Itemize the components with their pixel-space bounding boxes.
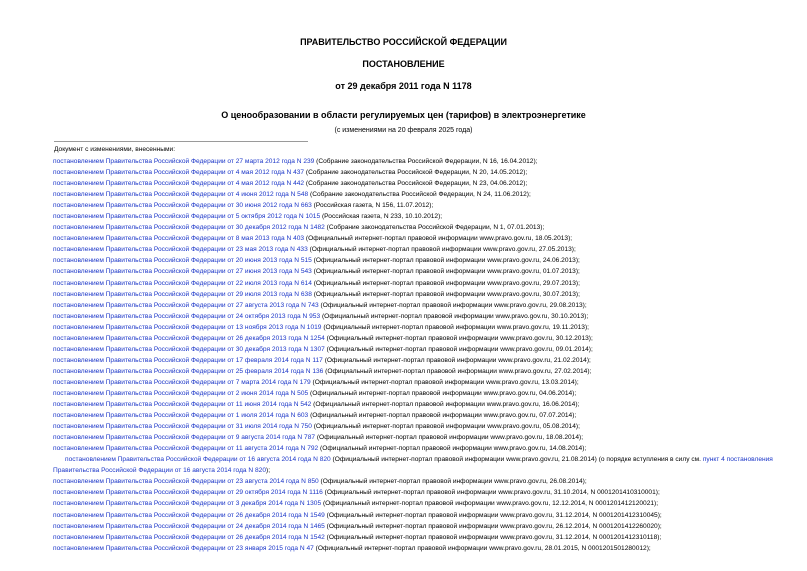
amendment-link[interactable]: постановлением Правительства Российской Федерации от 25 февраля 2014 года N 136 (53, 367, 324, 375)
amendment-link[interactable]: постановлением Правительства Российской Федерации от 26 декабря 2014 года N 1549 (53, 511, 325, 519)
amendment-item (53, 189, 803, 200)
amendment-item (53, 388, 803, 399)
effective-date-link[interactable]: пункт 4 постановления Правительства Российской Федерации от 16 августа 2014 года N 820 (53, 456, 773, 475)
amendment-source: (Официальный интернет-портал правовой информации www.pravo.gov.ru, 24.06.2013); (311, 257, 580, 265)
divider-rule (54, 141, 308, 142)
amendment-link[interactable]: постановлением Правительства Российской Федерации от 29 октября 2014 года N 1116 (53, 489, 323, 497)
amendment-item (53, 300, 803, 311)
amendment-source: (Официальный интернет-портал правовой информации www.pravo.gov.ru, 31.12.2014, N 0001201412310118); (324, 533, 662, 541)
amendment-source: (Российская газета, N 156, 11.07.2012); (311, 202, 434, 210)
amendment-source: (Официальный интернет-портал правовой информации www.pravo.gov.ru, 29.07.2013); (311, 279, 580, 287)
amendment-source: (Официальный интернет-портал правовой информации www.pravo.gov.ru, 16.06.2014); (311, 401, 580, 409)
amendment-link[interactable]: постановлением Правительства Российской Федерации от 30 декабря 2012 года N 1482 (53, 224, 325, 232)
amendment-source: (Собрание законодательства Российской Федерации, N 16, 16.04.2012); (314, 158, 538, 165)
amendment-item (53, 211, 803, 222)
amendment-source: (Собрание законодательства Российской Федерации, N 20, 14.05.2012); (304, 169, 528, 177)
amendment-item (53, 521, 803, 532)
amendment-source: (Официальный интернет-портал правовой информации www.pravo.gov.ru, 27.05.2013); (307, 246, 576, 254)
amendment-item (53, 399, 803, 410)
amendment-item (53, 222, 803, 233)
amendment-item (53, 377, 803, 388)
amendment-item (41, 454, 803, 476)
amendment-link[interactable]: постановлением Правительства Российской Федерации от 23 января 2015 года N 47 (53, 544, 314, 552)
amendment-tail: ); (266, 467, 271, 475)
amendment-link[interactable]: постановлением Правительства Российской Федерации от 1 июля 2014 года N 603 (53, 412, 309, 420)
amendment-item (53, 498, 803, 509)
amendment-item (53, 432, 803, 443)
amendment-link[interactable]: постановлением Правительства Российской Федерации от 27 августа 2013 года N 743 (53, 301, 319, 309)
amendment-source: (Официальный интернет-портал правовой информации www.pravo.gov.ru, 31.10.2014, N 0001201410310001); (322, 489, 660, 497)
amendment-source: (Официальный интернет-портал правовой информации www.pravo.gov.ru, 26.08.2014); (318, 478, 587, 486)
amendment-link[interactable]: постановлением Правительства Российской Федерации от 17 февраля 2014 года N 117 (53, 356, 323, 364)
amendment-item (53, 244, 803, 255)
amendment-link[interactable]: постановлением Правительства Российской Федерации от 24 декабря 2014 года N 1465 (53, 522, 325, 530)
amendment-source: (Официальный интернет-портал правовой информации www.pravo.gov.ru, 19.11.2013); (321, 323, 590, 331)
amendment-link[interactable]: постановлением Правительства Российской Федерации от 30 декабря 2013 года N 1307 (53, 345, 325, 353)
amendment-source: (Официальный интернет-портал правовой информации www.pravo.gov.ru, 09.01.2014); (324, 345, 593, 353)
amendment-item (53, 543, 803, 554)
amendment-source: (Собрание законодательства Российской Федерации, N 1, 07.01.2013); (324, 224, 545, 232)
amendment-item (53, 278, 803, 289)
amendment-link[interactable]: постановлением Правительства Российской Федерации от 27 марта 2012 года N 239 (53, 158, 315, 165)
amendment-item (53, 200, 803, 211)
amendment-source: (Официальный интернет-портал правовой информации www.pravo.gov.ru, 30.07.2013); (311, 290, 580, 298)
amendment-item (53, 510, 803, 521)
amendment-item (53, 333, 803, 344)
amendment-source: (Российская газета, N 233, 10.10.2012); (320, 213, 443, 221)
amendment-link[interactable]: постановлением Правительства Российской Федерации от 26 декабря 2013 года N 1254 (53, 334, 325, 342)
amendment-source: (Официальный интернет-портал правовой информации www.pravo.gov.ru, 05.08.2014); (311, 423, 580, 431)
amendment-item (53, 289, 803, 300)
amendment-source: (Официальный интернет-портал правовой информации www.pravo.gov.ru, 21.08.2014) (о порядке вступления в силу см. (330, 456, 703, 464)
amendment-item (53, 410, 803, 421)
amendment-item (53, 532, 803, 543)
document-title: О ценообразовании в области регулируемых цен (тарифов) в электроэнергетике (221, 110, 586, 120)
revision-subtitle: (с изменениями на 20 февраля 2025 года) (334, 127, 473, 134)
amendment-link[interactable]: постановлением Правительства Российской Федерации от 3 декабря 2014 года N 1305 (53, 500, 322, 508)
amendments-intro: Документ с изменениями, внесенными: (54, 146, 176, 153)
authority-heading: ПРАВИТЕЛЬСТВО РОССИЙСКОЙ ФЕДЕРАЦИИ (300, 37, 507, 47)
amendment-source: (Официальный интернет-портал правовой информации www.pravo.gov.ru, 13.03.2014); (310, 378, 579, 386)
amendment-item (53, 421, 803, 432)
doc-type-heading: ПОСТАНОВЛЕНИЕ (362, 59, 445, 69)
amendment-item (53, 156, 803, 167)
amendment-link[interactable]: постановлением Правительства Российской Федерации от 4 июня 2012 года N 548 (53, 191, 309, 199)
amendment-item (53, 266, 803, 277)
amendment-link[interactable]: постановлением Правительства Российской Федерации от 23 мая 2013 года N 433 (53, 246, 308, 254)
amendment-source: (Официальный интернет-портал правовой информации www.pravo.gov.ru, 26.12.2014, N 0001201412260020); (324, 522, 662, 530)
amendment-link[interactable]: постановлением Правительства Российской Федерации от 30 июня 2012 года N 663 (53, 202, 312, 210)
amendment-item (53, 443, 803, 454)
amendment-item (53, 366, 803, 377)
amendment-link[interactable]: постановлением Правительства Российской Федерации от 11 июня 2014 года N 542 (53, 401, 312, 409)
amendment-link[interactable]: постановлением Правительства Российской Федерации от 27 июня 2013 года N 543 (53, 268, 312, 276)
amendment-item (53, 476, 803, 487)
amendment-item (53, 255, 803, 266)
amendment-link[interactable]: постановлением Правительства Российской Федерации от 2 июня 2014 года N 505 (53, 389, 309, 397)
amendment-item (53, 167, 803, 178)
amendment-source: (Официальный интернет-портал правовой информации www.pravo.gov.ru, 29.08.2013); (318, 301, 587, 309)
amendment-link[interactable]: постановлением Правительства Российской Федерации от 9 августа 2014 года N 787 (53, 434, 316, 442)
amendment-item (53, 322, 803, 333)
amendment-link[interactable]: постановлением Правительства Российской Федерации от 31 июля 2014 года N 750 (53, 423, 312, 431)
amendment-source: (Официальный интернет-портал правовой информации www.pravo.gov.ru, 14.08.2014); (318, 445, 587, 453)
amendment-link[interactable]: постановлением Правительства Российской Федерации от 22 июля 2013 года N 614 (53, 279, 312, 287)
amendment-link[interactable]: постановлением Правительства Российской Федерации от 7 марта 2014 года N 179 (53, 378, 311, 386)
amendment-source: (Официальный интернет-портал правовой информации www.pravo.gov.ru, 04.06.2014); (308, 389, 577, 397)
amendment-link[interactable]: постановлением Правительства Российской Федерации от 16 августа 2014 года N 820 (65, 456, 331, 464)
amendment-link[interactable]: постановлением Правительства Российской Федерации от 5 октября 2012 года N 1015 (53, 213, 321, 221)
amendment-source: (Официальный интернет-портал правовой информации www.pravo.gov.ru, 30.10.2013); (320, 312, 589, 320)
amendment-item (53, 355, 803, 366)
amendment-source: (Собрание законодательства Российской Федерации, N 23, 04.06.2012); (304, 180, 528, 188)
amendment-item (53, 233, 803, 244)
amendment-source: (Официальный интернет-портал правовой информации www.pravo.gov.ru, 18.05.2013); (304, 235, 573, 243)
date-number-heading: от 29 декабря 2011 года N 1178 (335, 81, 472, 91)
amendment-source: (Официальный интернет-портал правовой информации www.pravo.gov.ru, 21.02.2014); (322, 356, 591, 364)
amendment-link[interactable]: постановлением Правительства Российской Федерации от 11 августа 2014 года N 792 (53, 445, 319, 453)
amendment-source: (Официальный интернет-портал правовой информации www.pravo.gov.ru, 18.08.2014); (315, 434, 584, 442)
amendment-item (53, 311, 803, 322)
amendment-source: (Официальный интернет-портал правовой информации www.pravo.gov.ru, 12.12.2014, N 0001201412120021); (321, 500, 659, 508)
amendment-link[interactable]: постановлением Правительства Российской Федерации от 26 декабря 2014 года N 1542 (53, 533, 325, 541)
amendment-source: (Официальный интернет-портал правовой информации www.pravo.gov.ru, 27.02.2014); (323, 367, 592, 375)
amendment-link[interactable]: постановлением Правительства Российской Федерации от 4 мая 2012 года N 437 (53, 169, 305, 177)
amendments-list (53, 156, 803, 554)
amendment-link[interactable]: постановлением Правительства Российской Федерации от 23 августа 2014 года N 850 (53, 478, 319, 486)
amendment-item (53, 344, 803, 355)
amendment-link[interactable]: постановлением Правительства Российской Федерации от 8 мая 2013 года N 403 (53, 235, 305, 243)
amendment-link[interactable]: постановлением Правительства Российской Федерации от 29 июля 2013 года N 638 (53, 290, 312, 298)
amendment-source: (Собрание законодательства Российской Федерации, N 24, 11.06.2012); (308, 191, 531, 199)
amendment-link[interactable]: постановлением Правительства Российской Федерации от 4 мая 2012 года N 442 (53, 180, 305, 188)
amendment-source: (Официальный интернет-портал правовой информации www.pravo.gov.ru, 07.07.2014); (308, 412, 577, 420)
amendment-link[interactable]: постановлением Правительства Российской Федерации от 20 июня 2013 года N 515 (53, 257, 312, 265)
amendment-link[interactable]: постановлением Правительства Российской Федерации от 13 ноября 2013 года N 1019 (53, 323, 322, 331)
amendment-source: (Официальный интернет-портал правовой информации www.pravo.gov.ru, 28.01.2015, N 0001201501280012); (313, 544, 651, 552)
amendment-source: (Официальный интернет-портал правовой информации www.pravo.gov.ru, 31.12.2014, N 0001201412310045); (324, 511, 662, 519)
amendment-item (53, 487, 803, 498)
amendment-item (53, 178, 803, 189)
amendment-link[interactable]: постановлением Правительства Российской Федерации от 24 октября 2013 года N 953 (53, 312, 321, 320)
amendment-source: (Официальный интернет-портал правовой информации www.pravo.gov.ru, 30.12.2013); (324, 334, 593, 342)
amendment-source: (Официальный интернет-портал правовой информации www.pravo.gov.ru, 01.07.2013); (311, 268, 580, 276)
